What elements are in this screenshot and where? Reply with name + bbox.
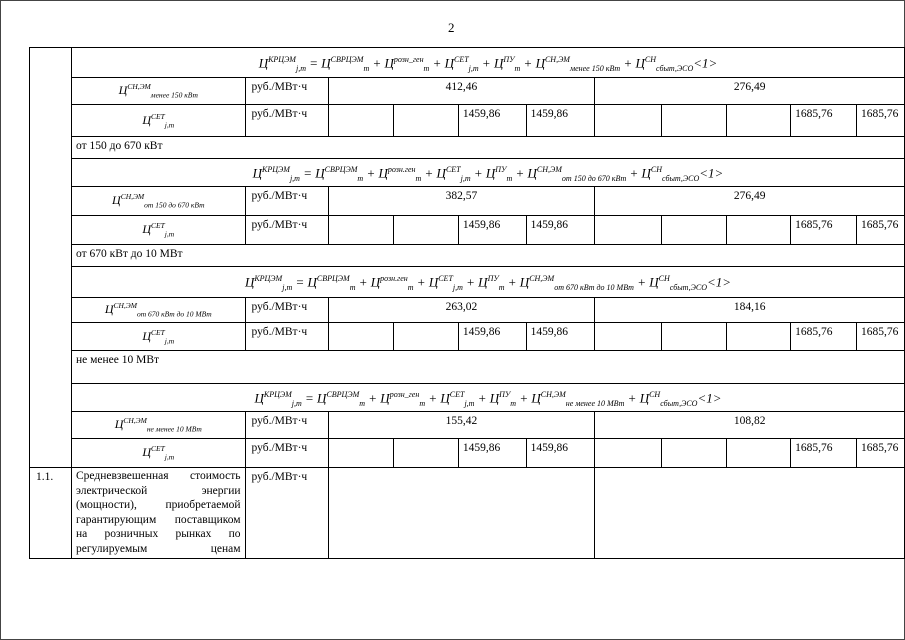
value-cell: 1685,76 xyxy=(791,216,857,245)
table-row xyxy=(30,323,905,351)
value-cell: 1685,76 xyxy=(791,105,857,137)
symbol-cell: $Ц^{СН,ЭМ}_{не менее 10 МВт}$ xyxy=(71,412,245,439)
index-cell xyxy=(30,105,72,137)
value-cell: 263,02 xyxy=(328,298,595,323)
value-cell: 1459,86 xyxy=(458,323,526,351)
symbol-cell: $Ц^{СЕТ}_{j,m}$ xyxy=(71,216,245,245)
index-cell xyxy=(30,216,72,245)
value-cell: 1685,76 xyxy=(857,216,905,245)
formula-ge-10: $Ц^{КРЦЭМ}_{j,m} = Ц^{СВРЦЭМ}_m + Ц^{розн\_ген}_m + Ц^{СЕТ}_{j,m} + Ц^{ПУ}_m + Ц^{СН,ЭМ}_{не менее 10 МВт} + Ц^{СН}_{сбыт,ЭСО}<1>$ xyxy=(71,384,904,412)
value-cell: 1459,86 xyxy=(526,323,595,351)
value-cell xyxy=(595,439,662,468)
value-cell: 276,49 xyxy=(595,78,905,105)
index-cell xyxy=(30,267,72,298)
value-cell: 108,82 xyxy=(595,412,905,439)
value-cell xyxy=(328,216,394,245)
section-title: от 670 кВт до 10 МВт xyxy=(71,245,904,267)
description-line: (мощности), приобретаемой xyxy=(75,499,241,511)
value-cell xyxy=(727,105,791,137)
value-cell: 155,42 xyxy=(328,412,595,439)
symbol-cell: $Ц^{СН,ЭМ}_{менее 150 кВт}$ xyxy=(71,78,245,105)
tariff-table xyxy=(29,47,905,559)
index-cell xyxy=(30,245,72,267)
formula-row xyxy=(30,384,905,412)
value-cell xyxy=(661,439,727,468)
value-cell: 1685,76 xyxy=(857,105,905,137)
item-1-1-row xyxy=(30,468,905,559)
symbol-cell: $Ц^{СЕТ}_{j,m}$ xyxy=(71,323,245,351)
value-cell xyxy=(595,216,662,245)
index-cell xyxy=(30,412,72,439)
page-number: 2 xyxy=(448,20,455,35)
unit-cell: руб./МВт·ч xyxy=(245,187,328,216)
formula-150-670: $Ц^{КРЦЭМ}_{j,m} = Ц^{СВРЦЭМ}_m + Ц^{розн.ген}_m + Ц^{СЕТ}_{j,m} + Ц^{ПУ}_m + Ц^{СН,ЭМ}_{от 150 до 670 кВт} + Ц^{СН}_{сбыт,ЭСО}<1>$ xyxy=(71,159,904,187)
index-cell xyxy=(30,439,72,468)
unit-cell: руб./МВт·ч xyxy=(245,78,328,105)
description-line: на розничных рынках по xyxy=(75,528,241,540)
formula-670-10: $Ц^{КРЦЭМ}_{j,m} = Ц^{СВРЦЭМ}_m + Ц^{розн.ген}_m + Ц^{СЕТ}_{j,m} + Ц^{ПУ}_m + Ц^{СН,ЭМ}_{от 670 кВт до 10 МВт} + Ц^{СН}_{сбыт,ЭСО}<1>$ xyxy=(71,267,904,298)
value-cell: 1685,76 xyxy=(857,439,905,468)
description-line: регулируемым ценам xyxy=(75,542,241,555)
value-cell: 1459,86 xyxy=(526,216,595,245)
item-description xyxy=(71,468,245,559)
value-cell xyxy=(727,216,791,245)
index-cell xyxy=(30,323,72,351)
index-cell xyxy=(30,187,72,216)
index-cell xyxy=(30,137,72,159)
value-cell xyxy=(394,216,459,245)
value-cell xyxy=(328,439,394,468)
value-cell xyxy=(661,216,727,245)
unit-cell: руб./МВт·ч xyxy=(245,412,328,439)
unit-cell: руб./МВт·ч xyxy=(245,323,328,351)
value-cell xyxy=(595,323,662,351)
table-row xyxy=(30,78,905,105)
unit-cell: руб./МВт·ч xyxy=(245,298,328,323)
value-cell xyxy=(328,105,394,137)
value-cell xyxy=(328,468,595,559)
index-cell xyxy=(30,78,72,105)
table-row xyxy=(30,216,905,245)
symbol-cell: $Ц^{СН,ЭМ}_{от 150 до 670 кВт}$ xyxy=(71,187,245,216)
index-cell xyxy=(30,351,72,384)
value-cell: 1459,86 xyxy=(458,216,526,245)
unit-cell: руб./МВт·ч xyxy=(245,468,328,559)
value-cell: 1685,76 xyxy=(791,439,857,468)
description-line: электрической энергии xyxy=(75,484,241,497)
value-cell xyxy=(394,323,459,351)
value-cell: 184,16 xyxy=(595,298,905,323)
value-cell xyxy=(661,323,727,351)
table-row xyxy=(30,187,905,216)
value-cell: 1459,86 xyxy=(526,439,595,468)
item-index: 1.1. xyxy=(30,468,72,559)
value-cell: 412,46 xyxy=(328,78,595,105)
value-cell: 276,49 xyxy=(595,187,905,216)
value-cell xyxy=(394,105,459,137)
unit-cell: руб./МВт·ч xyxy=(245,105,328,137)
description-line: гарантирующим поставщиком xyxy=(75,513,241,526)
index-cell xyxy=(30,48,72,78)
value-cell xyxy=(328,323,394,351)
symbol-cell: $Ц^{СН,ЭМ}_{от 670 кВт до 10 МВт}$ xyxy=(71,298,245,323)
formula-row xyxy=(30,267,905,298)
section-title: от 150 до 670 кВт xyxy=(71,137,904,159)
value-cell xyxy=(727,323,791,351)
value-cell xyxy=(661,105,727,137)
index-cell xyxy=(30,384,72,412)
value-cell: 1685,76 xyxy=(857,323,905,351)
symbol-cell: $Ц^{СЕТ}_{j,m}$ xyxy=(71,439,245,468)
value-cell: 382,57 xyxy=(328,187,595,216)
formula-less-150: $Ц^{КРЦЭМ}_{j,m} = Ц^{СВРЦЭМ}_m + Ц^{розн\_ген}_m + Ц^{СЕТ}_{j,m} + Ц^{ПУ}_m + Ц^{СН,ЭМ}_{менее 150 кВт} + Ц^{СН}_{сбыт,ЭСО}<1>$ xyxy=(71,48,904,78)
formula-row xyxy=(30,159,905,187)
index-cell xyxy=(30,298,72,323)
unit-cell: руб./МВт·ч xyxy=(245,216,328,245)
value-cell: 1459,86 xyxy=(526,105,595,137)
table-row xyxy=(30,298,905,323)
section-row xyxy=(30,245,905,267)
formula-row xyxy=(30,48,905,78)
unit-cell: руб./МВт·ч xyxy=(245,439,328,468)
value-cell xyxy=(595,468,905,559)
value-cell xyxy=(595,105,662,137)
description-line: Средневзвешенная стоимость xyxy=(75,470,241,482)
section-title: не менее 10 МВт xyxy=(71,351,904,384)
value-cell: 1459,86 xyxy=(458,439,526,468)
section-row xyxy=(30,137,905,159)
table-row xyxy=(30,412,905,439)
value-cell: 1459,86 xyxy=(458,105,526,137)
table-row xyxy=(30,439,905,468)
value-cell: 1685,76 xyxy=(791,323,857,351)
section-row xyxy=(30,351,905,384)
value-cell xyxy=(727,439,791,468)
value-cell xyxy=(394,439,459,468)
symbol-cell: $Ц^{СЕТ}_{j,m}$ xyxy=(71,105,245,137)
index-cell xyxy=(30,159,72,187)
table-row xyxy=(30,105,905,137)
